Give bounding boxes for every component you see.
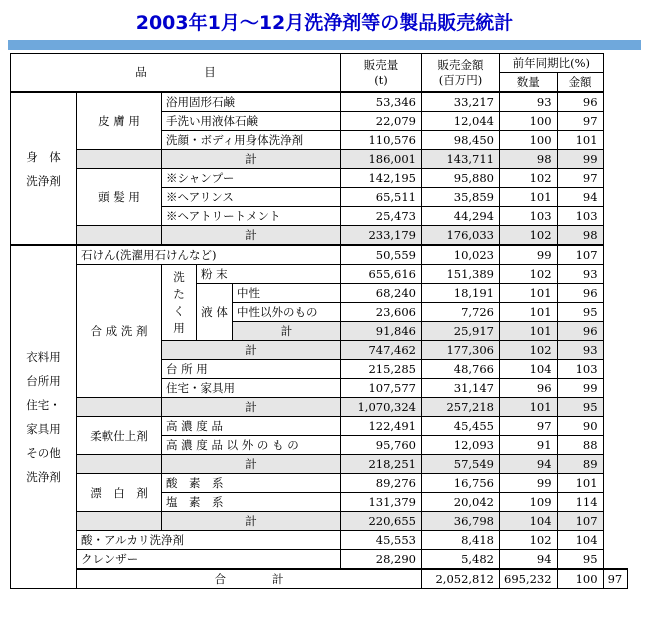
sales-qty: 233,179 <box>341 226 422 246</box>
header-row <box>11 54 628 73</box>
category-household-line: 衣料用 <box>26 350 61 364</box>
yoy-amt: 107 <box>557 245 603 265</box>
header-sales-qty-unit: (t) <box>374 72 388 87</box>
grand-total-label: 合 計 <box>77 569 422 589</box>
sales-qty: 110,576 <box>341 131 422 150</box>
subtotal-blank <box>77 398 162 417</box>
subcategory-bleach: 漂 白 剤 <box>77 474 162 512</box>
sales-qty: 215,285 <box>341 360 422 379</box>
item-label: 洗顔・ボディ用身体洗浄剤 <box>162 131 341 150</box>
item-label: ※シャンプー <box>162 169 341 188</box>
sales-amt: 10,023 <box>422 245 500 265</box>
yoy-amt: 94 <box>557 188 603 207</box>
header-yoy: 前年同期比(%) <box>500 54 604 73</box>
yoy-amt: 96 <box>557 322 603 341</box>
subtotal-label: 計 <box>162 150 341 169</box>
yoy-amt: 114 <box>557 493 603 512</box>
sales-qty: 53,346 <box>341 92 422 112</box>
sales-qty: 2,052,812 <box>422 569 500 589</box>
yoy-qty: 99 <box>500 474 558 493</box>
yoy-qty: 102 <box>500 341 558 360</box>
sales-amt: 151,389 <box>422 265 500 284</box>
yoy-qty: 98 <box>500 150 558 169</box>
category-household-line: 家具用 <box>26 422 61 436</box>
sales-qty: 1,070,324 <box>341 398 422 417</box>
item-label: 酸 素 系 <box>162 474 341 493</box>
header-sales-amt <box>422 54 500 93</box>
yoy-qty: 103 <box>500 207 558 226</box>
yoy-amt: 99 <box>557 150 603 169</box>
item-label: 高 濃 度 品 以 外 の も の <box>162 436 341 455</box>
sales-qty: 122,491 <box>341 417 422 436</box>
header-sales-amt-unit: (百万円) <box>438 72 483 87</box>
table-row <box>11 92 628 112</box>
table-row <box>11 417 628 436</box>
sales-amt: 48,766 <box>422 360 500 379</box>
item-label: 台 所 用 <box>162 360 341 379</box>
sales-amt: 25,917 <box>422 322 500 341</box>
category-body-wash-line2: 洗浄剤 <box>26 173 61 188</box>
sales-amt: 177,306 <box>422 341 500 360</box>
yoy-qty: 101 <box>500 284 558 303</box>
laundry-label-char: 用 <box>173 320 185 335</box>
subcategory-softener: 柔軟仕上剤 <box>77 417 162 455</box>
yoy-amt: 99 <box>557 379 603 398</box>
table-row <box>11 550 628 570</box>
yoy-amt: 97 <box>557 169 603 188</box>
sales-qty: 22,079 <box>341 112 422 131</box>
subtotal-blank <box>77 226 162 246</box>
yoy-qty: 91 <box>500 436 558 455</box>
subtotal-row <box>11 150 628 169</box>
subtotal-blank <box>77 455 162 474</box>
item-label: 高 濃 度 品 <box>162 417 341 436</box>
yoy-amt: 88 <box>557 436 603 455</box>
sales-amt: 12,044 <box>422 112 500 131</box>
sales-qty: 45,553 <box>341 531 422 550</box>
item-label: 浴用固形石鹸 <box>162 92 341 112</box>
yoy-amt: 95 <box>557 303 603 322</box>
sales-amt: 7,726 <box>422 303 500 322</box>
sales-qty: 89,276 <box>341 474 422 493</box>
sales-amt: 98,450 <box>422 131 500 150</box>
item-label: 中性以外のもの <box>233 303 341 322</box>
sales-amt: 20,042 <box>422 493 500 512</box>
sales-qty: 23,606 <box>341 303 422 322</box>
sales-qty: 747,462 <box>341 341 422 360</box>
laundry-label <box>162 265 197 341</box>
sales-qty: 95,760 <box>341 436 422 455</box>
sales-amt: 44,294 <box>422 207 500 226</box>
item-label: 酸・アルカリ洗浄剤 <box>77 531 341 550</box>
yoy-amt: 97 <box>557 112 603 131</box>
subcategory-synthetic: 合 成 洗 剤 <box>77 265 162 398</box>
category-household-line: 住宅・ <box>26 398 61 412</box>
sales-amt: 695,232 <box>500 569 558 589</box>
yoy-amt: 96 <box>557 284 603 303</box>
laundry-label-char: た <box>173 286 185 301</box>
grand-total-row <box>11 569 628 589</box>
sales-qty: 186,001 <box>341 150 422 169</box>
table-row <box>11 265 628 284</box>
yoy-qty: 101 <box>500 188 558 207</box>
table-row <box>11 474 628 493</box>
category-household-line: 洗浄剤 <box>26 470 61 484</box>
sales-amt: 8,418 <box>422 531 500 550</box>
sales-amt: 31,147 <box>422 379 500 398</box>
yoy-amt: 95 <box>557 550 603 570</box>
yoy-qty: 101 <box>500 322 558 341</box>
category-body-wash <box>11 92 77 245</box>
yoy-amt: 93 <box>557 265 603 284</box>
subtotal-label: 計 <box>162 398 341 417</box>
laundry-label-char: 洗 <box>173 269 185 284</box>
category-body-wash-line1: 身 体 <box>26 149 61 164</box>
subtotal-label: 計 <box>162 341 341 360</box>
header-sales-amt-label: 販売金額 <box>437 57 484 72</box>
yoy-qty: 102 <box>500 169 558 188</box>
sales-statistics-table <box>10 53 628 589</box>
yoy-amt: 95 <box>557 398 603 417</box>
yoy-qty: 104 <box>500 360 558 379</box>
subtotal-row <box>11 226 628 246</box>
header-yoy-qty: 数量 <box>500 73 558 93</box>
sales-qty: 142,195 <box>341 169 422 188</box>
subcategory-hair: 頭 髪 用 <box>77 169 162 226</box>
sales-amt: 16,756 <box>422 474 500 493</box>
sales-amt: 95,880 <box>422 169 500 188</box>
liquid-label: 液 体 <box>197 284 233 341</box>
yoy-amt: 98 <box>557 226 603 246</box>
item-label: クレンザー <box>77 550 341 570</box>
yoy-amt: 101 <box>557 474 603 493</box>
yoy-amt: 103 <box>557 207 603 226</box>
item-label: ※ヘアリンス <box>162 188 341 207</box>
yoy-amt: 89 <box>557 455 603 474</box>
sales-qty: 50,559 <box>341 245 422 265</box>
table-row <box>11 245 628 265</box>
sales-qty: 65,511 <box>341 188 422 207</box>
yoy-qty: 104 <box>500 512 558 531</box>
subtotal-label: 計 <box>162 226 341 246</box>
item-label: 石けん(洗濯用石けんなど) <box>77 245 341 265</box>
sales-qty: 107,577 <box>341 379 422 398</box>
category-household-line: 台所用 <box>26 374 61 388</box>
category-household-line: その他 <box>26 446 61 460</box>
subtotal-blank <box>77 150 162 169</box>
item-label: 中性 <box>233 284 341 303</box>
yoy-qty: 102 <box>500 531 558 550</box>
yoy-amt: 104 <box>557 531 603 550</box>
yoy-qty: 94 <box>500 455 558 474</box>
sales-qty: 218,251 <box>341 455 422 474</box>
table-row <box>11 531 628 550</box>
yoy-qty: 97 <box>500 417 558 436</box>
sales-qty: 220,655 <box>341 512 422 531</box>
subtotal-label: 計 <box>162 455 341 474</box>
page-title: 2003年1月～12月洗浄剤等の製品販売統計 <box>135 12 514 34</box>
item-label: 住宅・家具用 <box>162 379 341 398</box>
sales-amt: 5,482 <box>422 550 500 570</box>
yoy-qty: 100 <box>500 112 558 131</box>
sales-amt: 143,711 <box>422 150 500 169</box>
header-sales-qty-label: 販売量 <box>363 57 399 72</box>
sales-amt: 12,093 <box>422 436 500 455</box>
yoy-amt: 90 <box>557 417 603 436</box>
item-label: ※ヘアトリートメント <box>162 207 341 226</box>
yoy-qty: 102 <box>500 265 558 284</box>
item-label: 粉 末 <box>197 265 341 284</box>
yoy-qty: 101 <box>500 398 558 417</box>
title-underline-bar <box>8 40 641 50</box>
subcategory-skin: 皮 膚 用 <box>77 92 162 150</box>
subtotal-row <box>11 398 628 417</box>
sales-amt: 36,798 <box>422 512 500 531</box>
sales-amt: 57,549 <box>422 455 500 474</box>
sales-qty: 131,379 <box>341 493 422 512</box>
yoy-qty: 102 <box>500 226 558 246</box>
yoy-amt: 97 <box>603 569 628 589</box>
sales-qty: 68,240 <box>341 284 422 303</box>
sales-amt: 18,191 <box>422 284 500 303</box>
subtotal-row <box>11 455 628 474</box>
subtotal-blank <box>77 512 162 531</box>
subtotal-label: 計 <box>233 322 341 341</box>
sales-amt: 176,033 <box>422 226 500 246</box>
header-yoy-amt: 金額 <box>557 73 603 93</box>
yoy-amt: 107 <box>557 512 603 531</box>
yoy-qty: 99 <box>500 245 558 265</box>
item-label: 手洗い用液体石鹸 <box>162 112 341 131</box>
yoy-amt: 96 <box>557 92 603 112</box>
yoy-qty: 93 <box>500 92 558 112</box>
subtotal-row <box>11 512 628 531</box>
table-row <box>11 169 628 188</box>
yoy-amt: 103 <box>557 360 603 379</box>
yoy-qty: 101 <box>500 303 558 322</box>
yoy-qty: 100 <box>557 569 603 589</box>
sales-amt: 257,218 <box>422 398 500 417</box>
item-label: 塩 素 系 <box>162 493 341 512</box>
yoy-qty: 96 <box>500 379 558 398</box>
sales-qty: 25,473 <box>341 207 422 226</box>
sales-qty: 28,290 <box>341 550 422 570</box>
yoy-amt: 93 <box>557 341 603 360</box>
sales-amt: 33,217 <box>422 92 500 112</box>
sales-amt: 45,455 <box>422 417 500 436</box>
yoy-amt: 101 <box>557 131 603 150</box>
subtotal-label: 計 <box>162 512 341 531</box>
yoy-qty: 109 <box>500 493 558 512</box>
sales-qty: 91,846 <box>341 322 422 341</box>
category-household <box>11 245 77 589</box>
sales-amt: 35,859 <box>422 188 500 207</box>
laundry-label-char: く <box>173 303 185 318</box>
sales-qty: 655,616 <box>341 265 422 284</box>
header-sales-qty <box>341 54 422 93</box>
header-item: 品 目 <box>11 54 341 93</box>
yoy-qty: 100 <box>500 131 558 150</box>
yoy-qty: 94 <box>500 550 558 570</box>
